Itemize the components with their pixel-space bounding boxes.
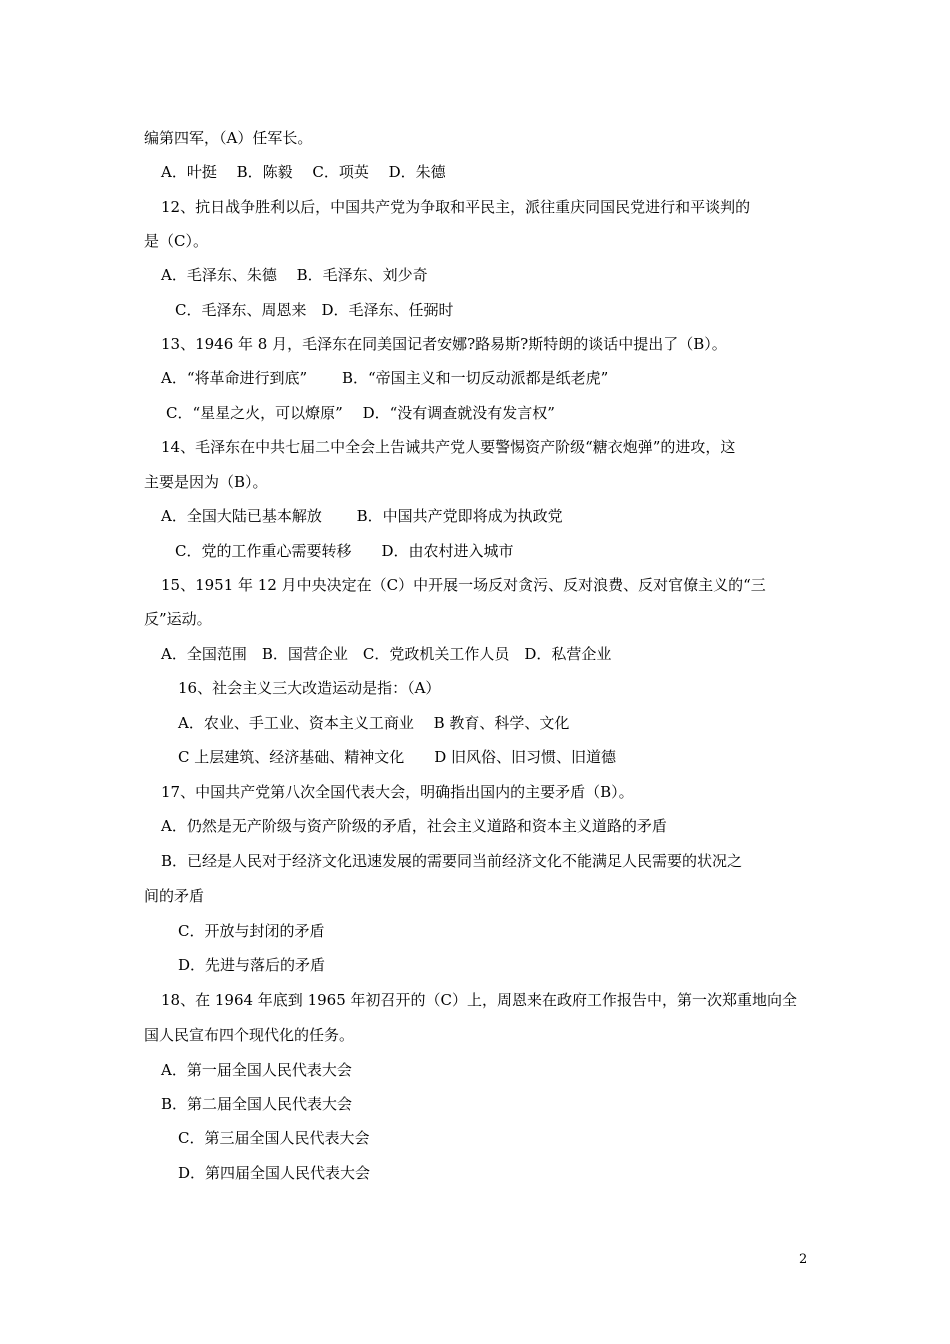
- option-line: D．第四届全国人民代表大会: [178, 1164, 371, 1182]
- option-line: A．全国大陆已基本解放 B．中国共产党即将成为执政党: [161, 507, 563, 525]
- question-line: 15、1951 年 12 月中央决定在（C）中开展一场反对贪污、反对浪费、反对官僚主义的“三: [161, 576, 766, 594]
- text-line: 反”运动。: [144, 610, 212, 628]
- option-line: B．第二届全国人民代表大会: [161, 1095, 353, 1113]
- question-line: 14、毛泽东在中共七届二中全会上告诫共产党人要警惕资产阶级“糖衣炮弹”的进攻，这: [161, 438, 736, 456]
- option-line: A．仍然是无产阶级与资产阶级的矛盾，社会主义道路和资本主义道路的矛盾: [161, 817, 667, 835]
- text-line: 间的矛盾: [144, 887, 205, 905]
- question-line: 12、抗日战争胜利以后，中国共产党为争取和平民主，派往重庆同国民党进行和平谈判的: [161, 198, 751, 216]
- option-line: A．全国范围 B．国营企业 C．党政机关工作人员 D．私营企业: [161, 645, 612, 663]
- question-line: 16、社会主义三大改造运动是指：（A）: [178, 679, 441, 697]
- option-line: C．开放与封闭的矛盾: [178, 922, 325, 940]
- option-line: A．“将革命进行到底” B．“帝国主义和一切反动派都是纸老虎”: [161, 369, 609, 387]
- option-line: A．叶挺 B．陈毅 C．项英 D．朱德: [161, 163, 446, 181]
- option-line: A．毛泽东、朱德 B．毛泽东、刘少奇: [161, 266, 428, 284]
- question-line: 13、1946 年 8 月，毛泽东在同美国记者安娜?路易斯?斯特朗的谈话中提出了（B）。: [161, 335, 727, 353]
- option-line: C．第三届全国人民代表大会: [178, 1129, 370, 1147]
- option-line: A．农业、手工业、资本主义工商业 B 教育、科学、文化: [178, 714, 570, 732]
- text-line: 编第四军，（A）任军长。: [144, 129, 313, 147]
- option-line: A．第一届全国人民代表大会: [161, 1061, 352, 1079]
- option-line: C．党的工作重心需要转移 D．由农村进入城市: [175, 542, 514, 560]
- question-line: 17、中国共产党第八次全国代表大会，明确指出国内的主要矛盾（B）。: [161, 783, 634, 801]
- option-line: C 上层建筑、经济基础、精神文化 D 旧风俗、旧习惯、旧道德: [178, 748, 617, 766]
- text-line: 是（C）。: [144, 232, 208, 250]
- option-line: B．已经是人民对于经济文化迅速发展的需要同当前经济文化不能满足人民需要的状况之: [161, 852, 743, 870]
- text-line: 国人民宣布四个现代化的任务。: [144, 1026, 355, 1044]
- option-line: C．毛泽东、周恩来 D．毛泽东、任弼时: [175, 301, 454, 319]
- text-line: 主要是因为（B）。: [144, 473, 268, 491]
- page-number: 2: [799, 1252, 808, 1267]
- question-line: 18、在 1964 年底到 1965 年初召开的（C）上，周恩来在政府工作报告中，第一次郑重地向全: [161, 991, 797, 1009]
- option-line: C．“星星之火，可以燎原” D．“没有调查就没有发言权”: [166, 404, 555, 422]
- option-line: D．先进与落后的矛盾: [178, 956, 326, 974]
